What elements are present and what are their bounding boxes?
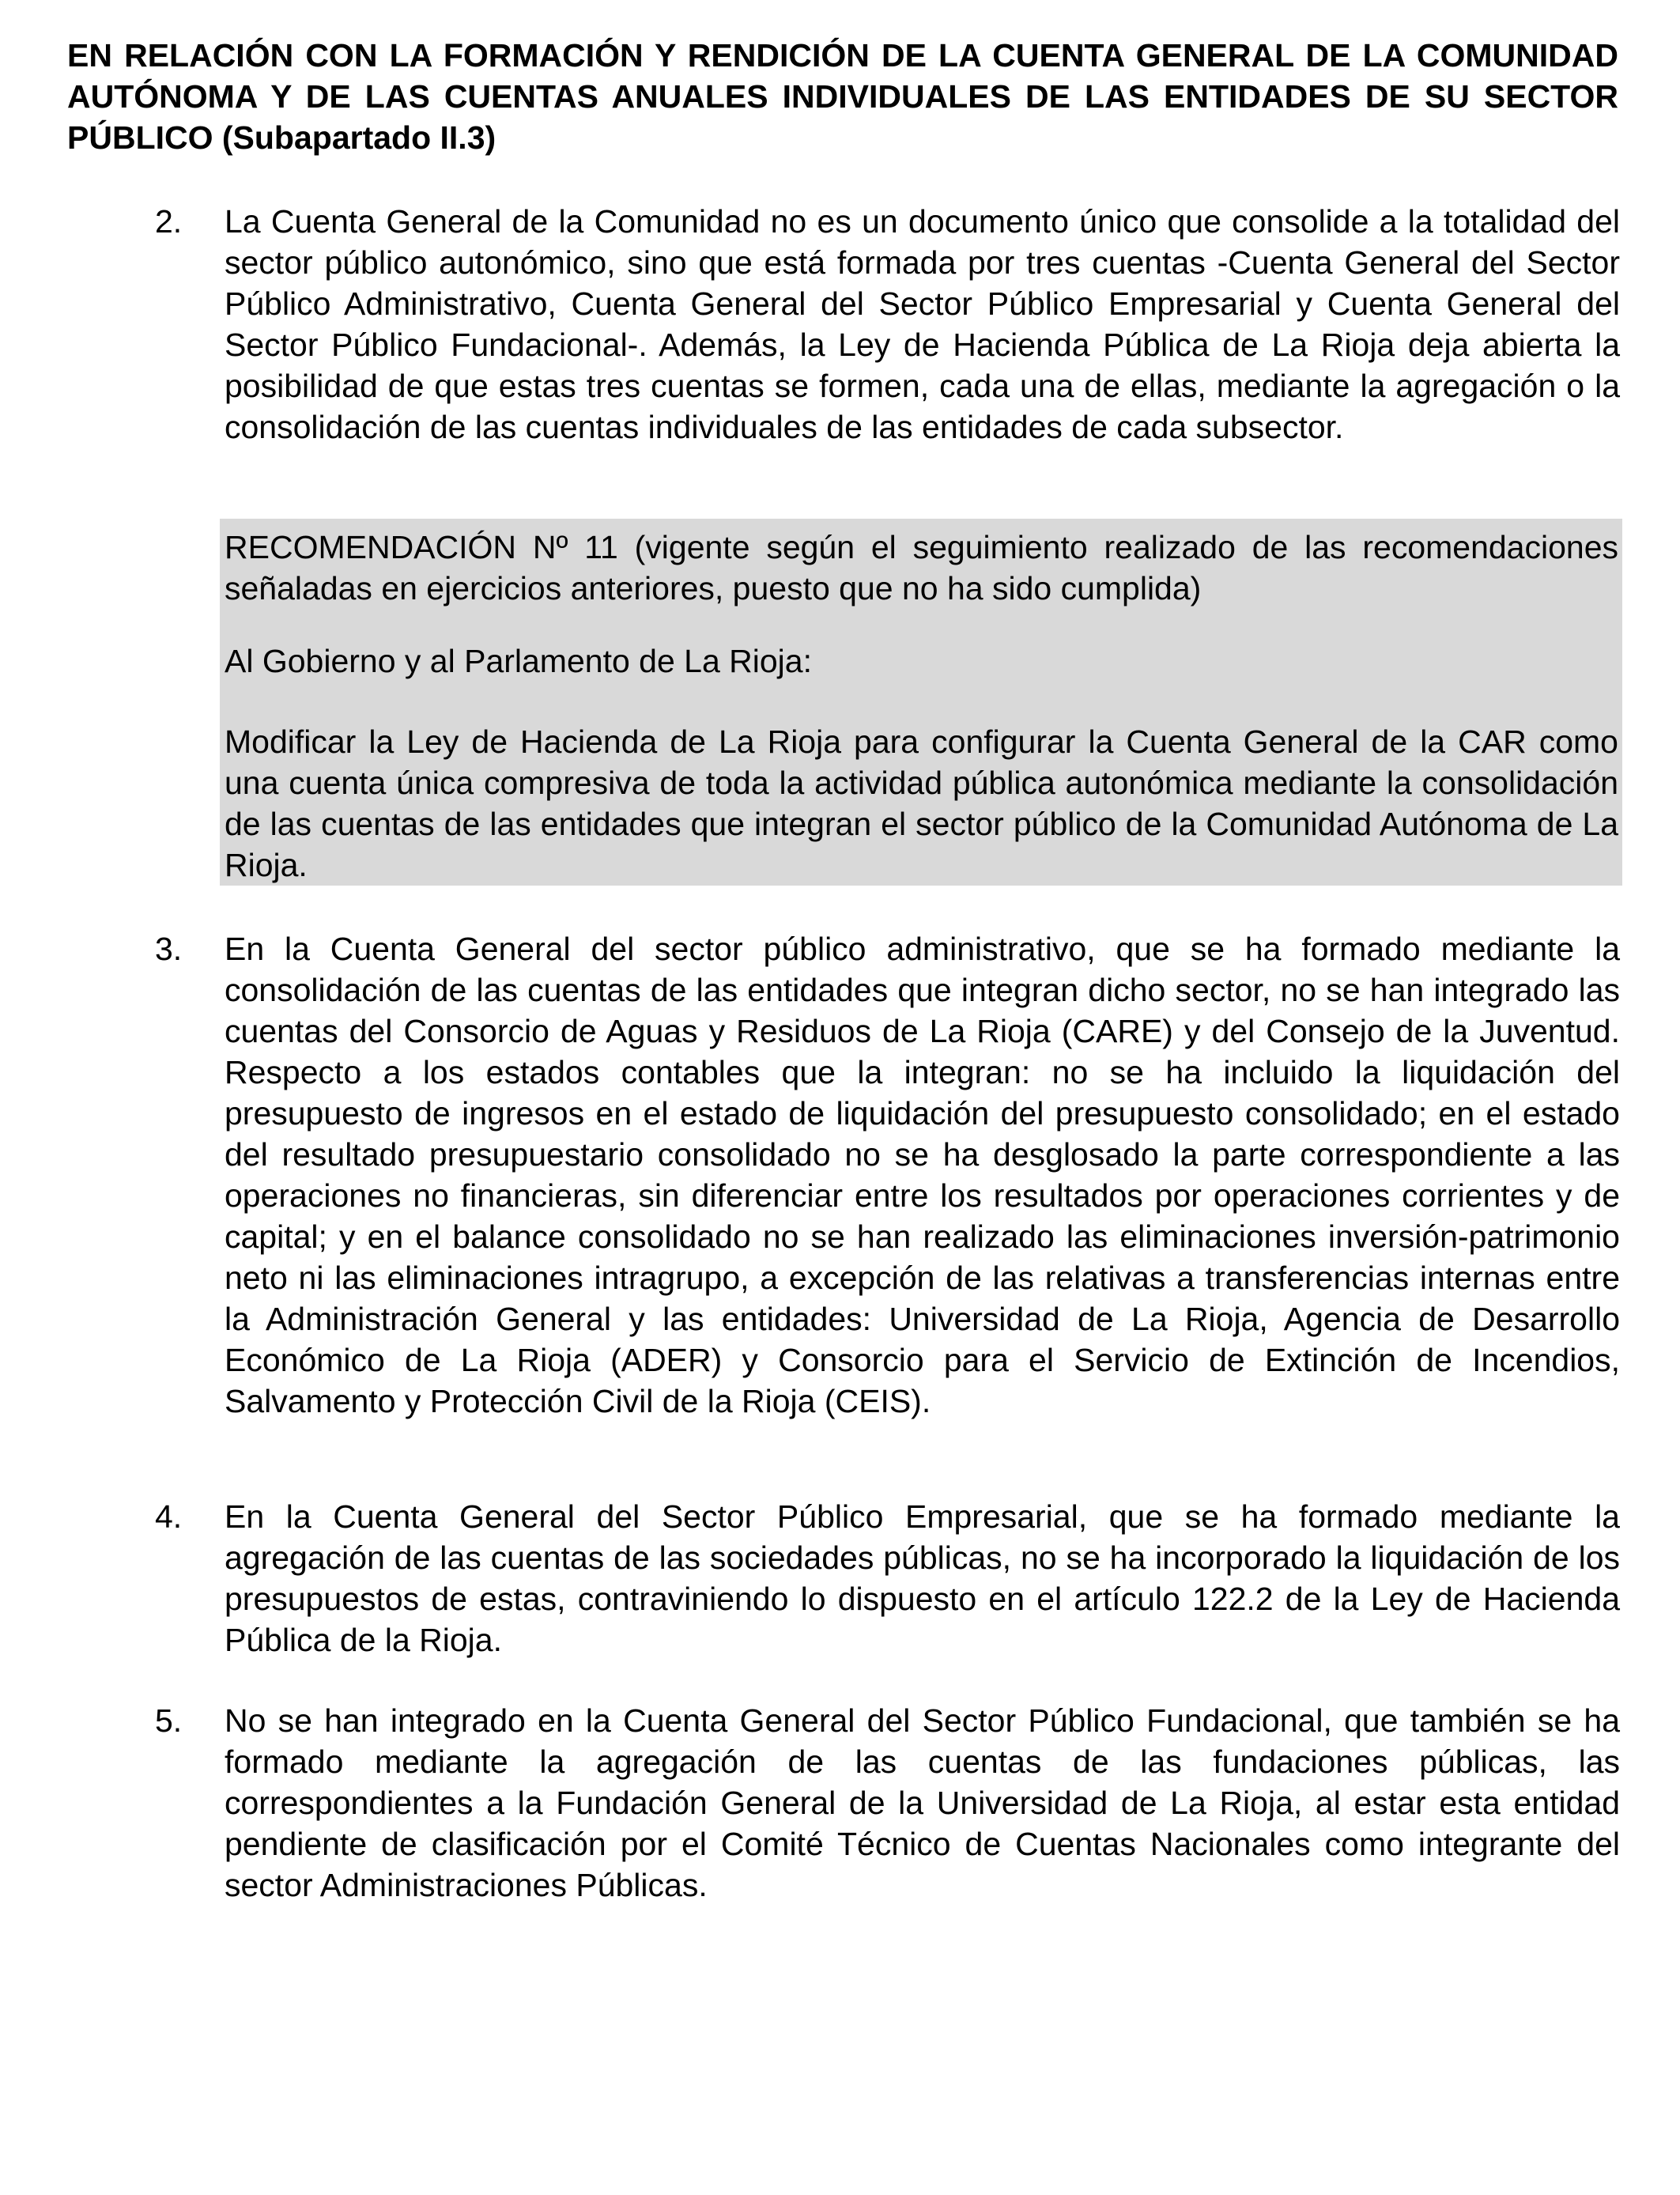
section-heading: EN RELACIÓN CON LA FORMACIÓN Y RENDICIÓN DE LA CUENTA GENERAL DE LA COMUNIDAD AUTÓNOMA Y DE LAS CUENTAS ANUALES INDIVIDUALES DE LAS ENTIDADES DE SU SECTOR PÚBLICO (Subapartado II.3) bbox=[67, 37, 1618, 156]
recommendation-box bbox=[220, 519, 1622, 886]
finding-number: 5. bbox=[155, 1702, 183, 1739]
recommendation-addressee: Al Gobierno y al Parlamento de La Rioja: bbox=[225, 643, 812, 679]
recommendation-title: RECOMENDACIÓN Nº 11 (vigente según el seguimiento realizado de las recomendaciones señaladas en ejercicios anteriores, puesto que no ha sido cumplida) bbox=[225, 529, 1618, 606]
finding-number: 3. bbox=[155, 931, 183, 967]
finding-text: La Cuenta General de la Comunidad no es un documento único que consolide a la totalidad del sector público autonómico, sino que está formada por tres cuentas -Cuenta General del Sector Público Administrativo, Cuenta General del Sector Público Empresarial y Cuenta General del Sector Público Fundacional-. Además, la Ley de Hacienda Pública de La Rioja deja abierta la posibilidad de que estas tres cuentas se formen, cada una de ellas, mediante la agregación o la consolidación de las cuentas individuales de las entidades de cada subsector. bbox=[225, 203, 1620, 445]
finding-number: 4. bbox=[155, 1498, 183, 1535]
finding-text: No se han integrado en la Cuenta General del Sector Público Fundacional, que también se ha formado mediante la agregación de las cuentas de las fundaciones públicas, las correspondientes a la Fundación General de la Universidad de La Rioja, al estar esta entidad pendiente de clasificación por el Comité Técnico de Cuentas Nacionales como integrante del sector Administraciones Públicas. bbox=[225, 1702, 1620, 1903]
finding-text: En la Cuenta General del Sector Público Empresarial, que se ha formado mediante la agregación de las cuentas de las sociedades públicas, no se ha incorporado la liquidación de los presupuestos de estas, contraviniendo lo dispuesto en el artículo 122.2 de la Ley de Hacienda Pública de la Rioja. bbox=[225, 1498, 1620, 1658]
finding-text: En la Cuenta General del sector público administrativo, que se ha formado mediante la consolidación de las cuentas de las entidades que integran dicho sector, no se han integrado las cuentas del Consorcio de Aguas y Residuos de La Rioja (CARE) y del Consejo de la Juventud. Respecto a los estados contables que la integran: no se ha incluido la liquidación del presupuesto de ingresos en el estado de liquidación del presupuesto consolidado; en el estado del resultado presupuestario consolidado no se ha desglosado la parte correspondiente a las operaciones no financieras, sin diferenciar entre los resultados por operaciones corrientes y de capital; y en el balance consolidado no se han realizado las eliminaciones inversión-patrimonio neto ni las eliminaciones intragrupo, a excepción de las relativas a transferencias internas entre la Administración General y las entidades: Universidad de La Rioja, Agencia de Desarrollo Económico de La Rioja (ADER) y Consorcio para el Servicio de Extinción de Incendios, Salvamento y Protección Civil de la Rioja (CEIS). bbox=[225, 931, 1620, 1419]
finding-number: 2. bbox=[155, 203, 183, 240]
recommendation-body: Modificar la Ley de Hacienda de La Rioja para configurar la Cuenta General de la CAR como una cuenta única compresiva de toda la actividad pública autonómica mediante la consolidación de las cuentas de las entidades que integran el sector público de la Comunidad Autónoma de La Rioja. bbox=[225, 723, 1618, 883]
